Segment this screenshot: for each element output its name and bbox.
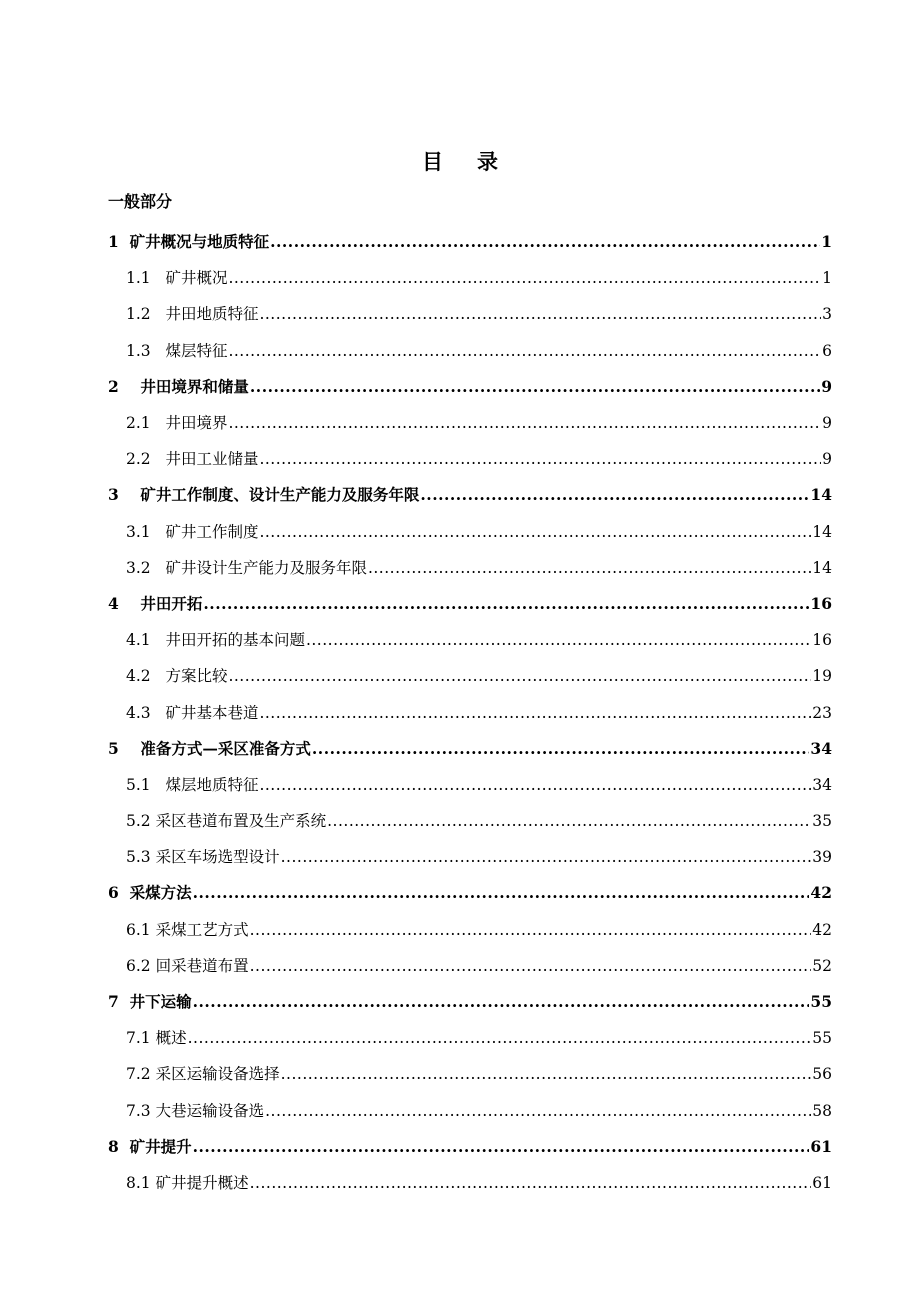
toc-page-number: 52: [812, 956, 832, 975]
toc-entry-label: 采区运输设备选择: [155, 1065, 280, 1084]
toc-dot-leader: [306, 631, 811, 649]
toc-dot-leader: [250, 921, 812, 939]
toc-page-number: 61: [812, 1173, 832, 1192]
toc-entry-number: 4.1: [126, 631, 151, 650]
toc-entry-label: 准备方式—采区准备方式: [140, 738, 311, 758]
toc-section-entry[interactable]: [0, 947, 920, 983]
toc-entry-line: [0, 845, 920, 867]
toc-chapter-entry[interactable]: [0, 983, 920, 1019]
toc-entry-separator: [151, 342, 166, 360]
toc-dot-leader: [188, 1029, 812, 1047]
toc-entry-line: [0, 628, 920, 650]
toc-entry-label: 采煤工艺方式: [155, 920, 249, 939]
toc-page-number: 16: [810, 593, 832, 613]
toc-page-number: 42: [810, 883, 832, 903]
toc-section-entry[interactable]: [0, 549, 920, 585]
toc-entry-separator: [151, 269, 166, 287]
toc-section-entry[interactable]: [0, 766, 920, 802]
toc-entry-label: 矿井设计生产能力及服务年限: [165, 558, 367, 577]
toc-page-number: 34: [812, 775, 832, 794]
toc-section-entry[interactable]: [0, 838, 920, 874]
toc-section-entry[interactable]: [0, 657, 920, 693]
toc-entry-line: [0, 447, 920, 469]
toc-entry-label: 矿井工作制度: [165, 522, 259, 541]
toc-entry-separator: [151, 631, 166, 649]
toc-dot-leader: [259, 523, 811, 541]
toc-dot-leader: [368, 559, 811, 577]
toc-entry-number: 7.2: [126, 1065, 151, 1084]
toc-entry-label: 煤层地质特征: [165, 775, 259, 794]
toc-entry-number: 4.2: [126, 667, 151, 686]
toc-entry-number: 3.2: [126, 558, 151, 577]
toc-section-entry[interactable]: [0, 1164, 920, 1200]
toc-dot-leader: [270, 232, 820, 251]
toc-entry-number: 1: [108, 232, 119, 252]
toc-entry-line: [0, 701, 920, 723]
toc-entry-number: 6: [108, 883, 119, 903]
toc-entry-line: [0, 302, 920, 324]
toc-page-number: 35: [812, 812, 832, 831]
toc-entry-label: 井田开拓的基本问题: [165, 631, 305, 650]
toc-entry-separator: [151, 704, 166, 722]
toc-entry-number: 6.2: [126, 956, 151, 975]
toc-section-entry[interactable]: [0, 1092, 920, 1128]
toc-entry-line: [0, 664, 920, 686]
toc-dot-leader: [228, 414, 821, 432]
toc-entry-line: [0, 556, 920, 578]
toc-entry-separator: [119, 594, 141, 613]
toc-entry-separator: [151, 523, 166, 541]
toc-entry-number: 5: [108, 738, 119, 758]
toc-section-entry[interactable]: [0, 1055, 920, 1091]
toc-entry-label: 矿井概况: [165, 269, 228, 288]
toc-dot-leader: [281, 848, 812, 866]
toc-entry-label: 概述: [155, 1029, 187, 1048]
toc-entry-label: 井田开拓: [140, 593, 203, 613]
toc-entry-separator: [119, 883, 130, 902]
section-heading: 一般部分: [108, 192, 173, 211]
toc-entry-line: [0, 1062, 920, 1084]
toc-dot-leader: [312, 739, 810, 758]
toc-dot-leader: [265, 1102, 811, 1120]
toc-entry-separator: [151, 305, 166, 323]
toc-page-number: 16: [812, 631, 832, 650]
toc-list: [0, 223, 920, 1200]
toc-entry-line: [0, 918, 920, 940]
toc-entry-number: 2.2: [126, 450, 151, 469]
toc-dot-leader: [250, 957, 812, 975]
toc-page-number: 3: [822, 305, 832, 324]
toc-entry-line: [0, 375, 920, 397]
toc-entry-line: [0, 990, 920, 1012]
toc-section-entry[interactable]: [0, 332, 920, 368]
toc-page-number: 61: [810, 1136, 832, 1156]
toc-dot-leader: [193, 883, 810, 902]
toc-entry-line: [0, 737, 920, 759]
toc-entry-separator: [119, 1137, 130, 1156]
toc-chapter-entry[interactable]: [0, 1128, 920, 1164]
toc-dot-leader: [193, 992, 810, 1011]
toc-entry-number: 2.1: [126, 414, 151, 433]
toc-page-number: 19: [812, 667, 832, 686]
toc-chapter-entry[interactable]: [0, 874, 920, 910]
toc-dot-leader: [228, 342, 821, 360]
toc-page-number: 14: [812, 522, 832, 541]
toc-entry-number: 7.1: [126, 1029, 151, 1048]
toc-dot-leader: [259, 776, 811, 794]
toc-dot-leader: [259, 450, 821, 468]
toc-entry-number: 5.2: [126, 812, 151, 831]
toc-dot-leader: [193, 1137, 810, 1156]
toc-page-number: 9: [822, 414, 832, 433]
toc-entry-line: [0, 411, 920, 433]
toc-entry-separator: [119, 377, 141, 396]
toc-entry-label: 方案比较: [165, 667, 228, 686]
toc-chapter-entry[interactable]: [0, 223, 920, 259]
toc-entry-label: 矿井提升: [129, 1136, 192, 1156]
toc-entry-line: [0, 520, 920, 542]
toc-page-number: 23: [812, 703, 832, 722]
toc-page-number: 14: [812, 558, 832, 577]
toc-section-entry[interactable]: [0, 911, 920, 947]
toc-entry-line: [0, 1026, 920, 1048]
toc-entry-separator: [151, 776, 166, 794]
toc-page-number: 55: [812, 1029, 832, 1048]
toc-entry-separator: [151, 559, 166, 577]
toc-dot-leader: [259, 704, 811, 722]
toc-entry-label: 矿井概况与地质特征: [129, 232, 270, 252]
toc-entry-label: 矿井基本巷道: [165, 703, 259, 722]
toc-page-number: 9: [822, 450, 832, 469]
toc-title-part1: 目: [422, 149, 443, 174]
toc-entry-number: 4.3: [126, 703, 151, 722]
toc-dot-leader: [250, 377, 820, 396]
toc-section-entry[interactable]: [0, 440, 920, 476]
toc-entry-label: 井田地质特征: [165, 305, 259, 324]
toc-dot-leader: [203, 594, 809, 613]
toc-title-part2: 录: [477, 149, 498, 174]
toc-page-number: 58: [812, 1101, 832, 1120]
toc-entry-number: 1.2: [126, 305, 151, 324]
toc-dot-leader: [250, 1174, 812, 1192]
toc-dot-leader: [420, 485, 809, 504]
toc-page-number: 39: [812, 848, 832, 867]
toc-entry-line: [0, 483, 920, 505]
toc-entry-separator: [119, 992, 130, 1011]
toc-entry-number: 7: [108, 992, 119, 1012]
toc-entry-line: [0, 339, 920, 361]
toc-entry-number: 1.3: [126, 341, 151, 360]
toc-section-entry[interactable]: [0, 693, 920, 729]
toc-entry-number: 6.1: [126, 920, 151, 939]
toc-entry-number: 5.1: [126, 775, 151, 794]
toc-entry-line: [0, 809, 920, 831]
toc-entry-number: 3: [108, 485, 119, 505]
toc-entry-number: 4: [108, 593, 119, 613]
toc-entry-number: 3.1: [126, 522, 151, 541]
toc-entry-label: 矿井提升概述: [155, 1173, 249, 1192]
toc-section-entry[interactable]: [0, 621, 920, 657]
toc-page-number: 6: [822, 341, 832, 360]
toc-entry-line: [0, 1099, 920, 1121]
toc-entry-line: [0, 230, 920, 252]
toc-section-entry[interactable]: [0, 259, 920, 295]
toc-entry-separator: [151, 667, 166, 685]
toc-title: [0, 146, 920, 176]
toc-chapter-entry[interactable]: [0, 476, 920, 512]
toc-entry-label: 回采巷道布置: [155, 956, 249, 975]
toc-entry-label: 井田境界和储量: [140, 376, 249, 396]
toc-entry-line: [0, 773, 920, 795]
toc-page-number: 34: [810, 738, 832, 758]
toc-entry-number: 1.1: [126, 269, 151, 288]
toc-entry-separator: [151, 450, 166, 468]
toc-entry-label: 煤层特征: [165, 341, 228, 360]
toc-entry-label: 大巷运输设备选: [155, 1101, 265, 1120]
toc-dot-leader: [228, 269, 821, 287]
toc-entry-separator: [119, 739, 141, 758]
toc-page-number: 42: [812, 920, 832, 939]
toc-chapter-entry[interactable]: [0, 585, 920, 621]
toc-entry-number: 7.3: [126, 1101, 151, 1120]
toc-section-entry[interactable]: [0, 404, 920, 440]
toc-entry-line: [0, 954, 920, 976]
toc-page-number: 56: [812, 1065, 832, 1084]
toc-entry-number: 5.3: [126, 848, 151, 867]
toc-entry-line: [0, 1171, 920, 1193]
toc-entry-separator: [151, 414, 166, 432]
toc-entry-label: 井田工业储量: [165, 450, 259, 469]
toc-section-entry[interactable]: [0, 513, 920, 549]
toc-chapter-entry[interactable]: [0, 730, 920, 766]
toc-entry-separator: [119, 232, 130, 251]
toc-dot-leader: [281, 1065, 812, 1083]
toc-page-number: 1: [822, 269, 832, 288]
toc-entry-separator: [119, 485, 141, 504]
toc-page-number: 9: [821, 376, 832, 396]
toc-entry-line: [0, 266, 920, 288]
toc-entry-label: 井田境界: [165, 414, 228, 433]
toc-entry-line: [0, 881, 920, 903]
toc-entry-label: 采区车场选型设计: [155, 848, 280, 867]
toc-section-entry[interactable]: [0, 802, 920, 838]
toc-entry-line: [0, 592, 920, 614]
toc-entry-label: 采煤方法: [129, 883, 192, 903]
toc-entry-label: 矿井工作制度、设计生产能力及服务年限: [140, 485, 420, 505]
toc-dot-leader: [259, 305, 821, 323]
toc-dot-leader: [228, 667, 811, 685]
toc-page-number: 55: [810, 992, 832, 1012]
toc-section-entry[interactable]: [0, 1019, 920, 1055]
toc-entry-label: 采区巷道布置及生产系统: [155, 812, 327, 831]
toc-entry-number: 2: [108, 376, 119, 396]
toc-page-number: 1: [821, 232, 832, 252]
toc-entry-line: [0, 1135, 920, 1157]
toc-entry-label: 井下运输: [129, 992, 192, 1012]
toc-chapter-entry[interactable]: [0, 368, 920, 404]
toc-entry-number: 8.1: [126, 1173, 151, 1192]
toc-page-number: 14: [810, 485, 832, 505]
toc-entry-number: 8: [108, 1136, 119, 1156]
toc-section-entry[interactable]: [0, 295, 920, 331]
toc-dot-leader: [327, 812, 811, 830]
